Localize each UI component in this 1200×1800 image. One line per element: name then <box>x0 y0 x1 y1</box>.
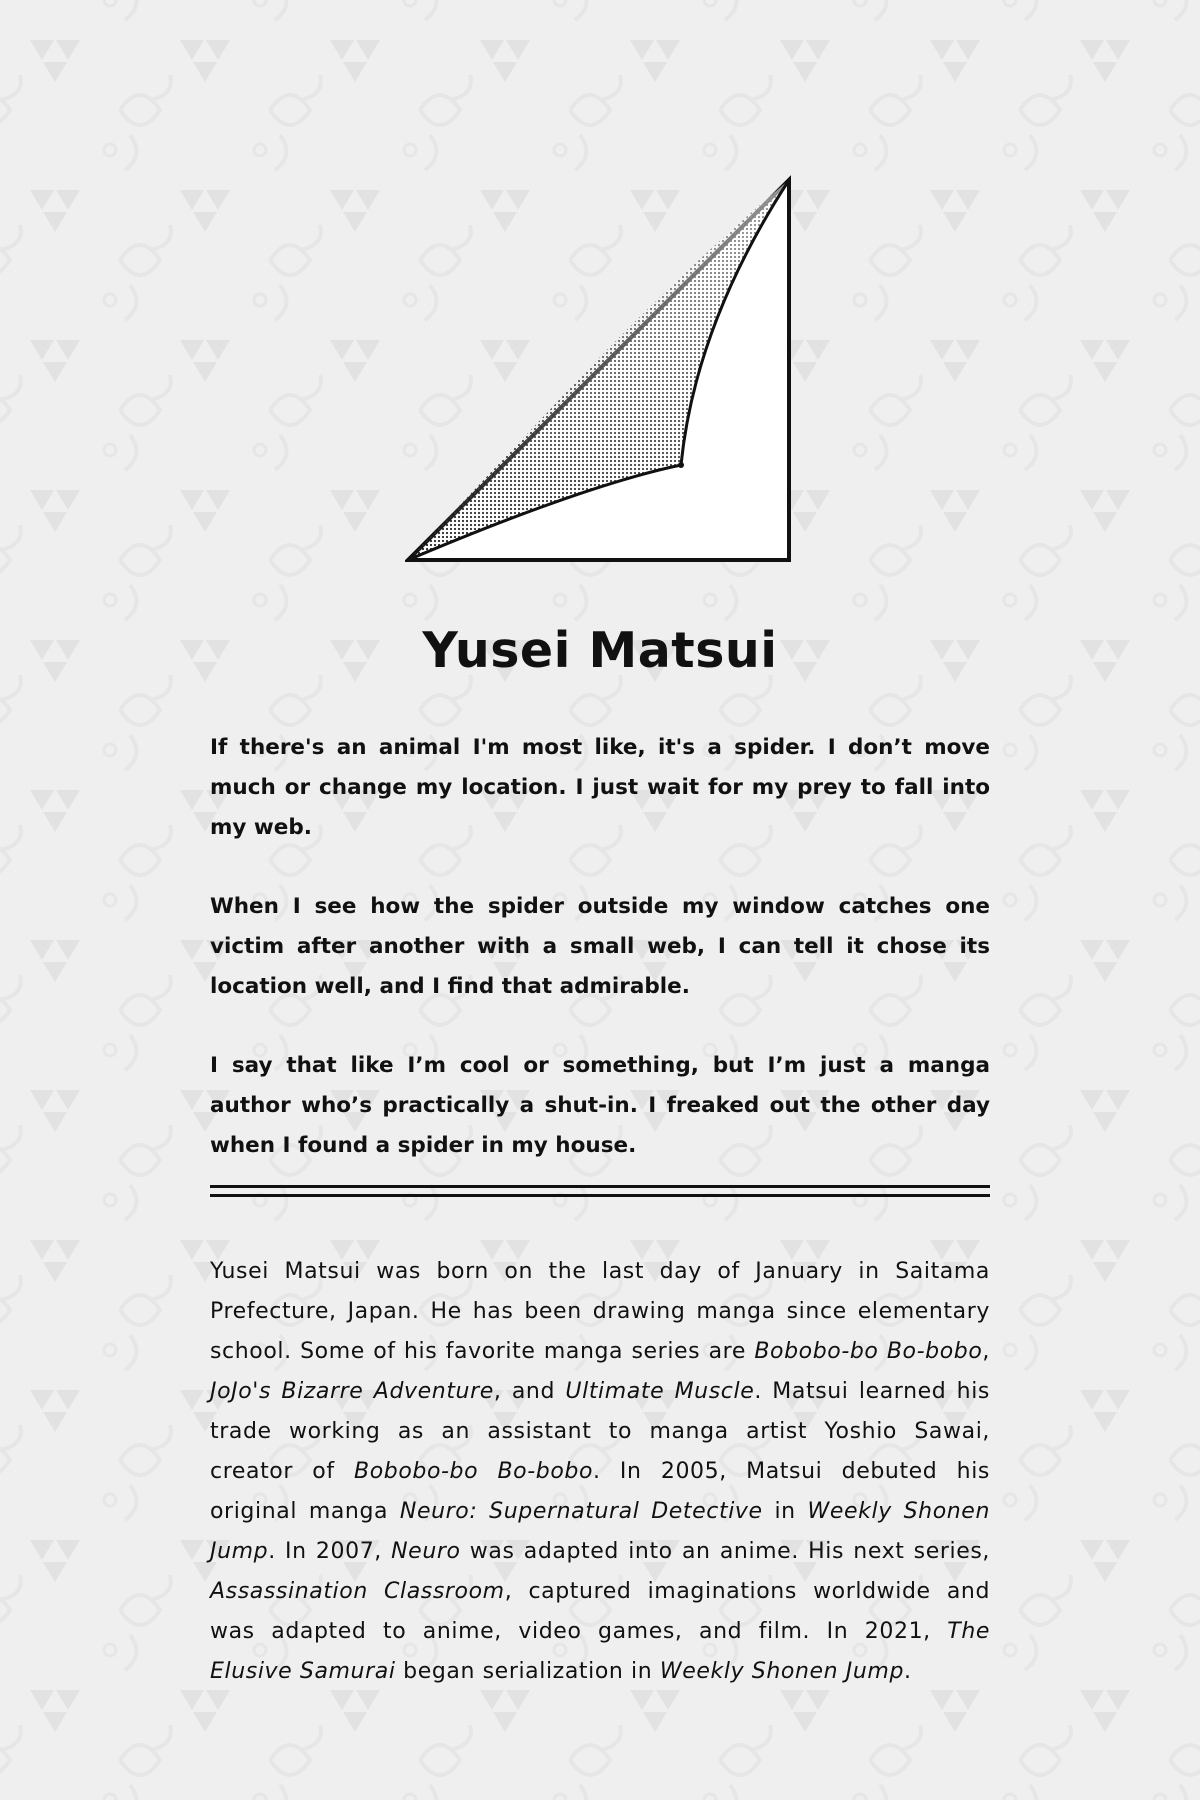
bio-text: . In 2005, Matsui debuted his original manga <box>210 1459 990 1524</box>
divider-line <box>210 1185 990 1188</box>
bio-text: Yusei Matsui was born on the last day of January in Saitama Prefecture, Japan. He has been drawing manga since elementary school. Some of his favorite manga series are <box>210 1259 990 1364</box>
comment-paragraph: If there's an animal I'm most like, it's a spider. I don’t move much or change my location. I just wait for my prey to fall into my web. <box>210 735 990 840</box>
double-rule-divider <box>210 1185 990 1197</box>
bio-title: Weekly Shonen Jump <box>659 1659 905 1684</box>
bio-text: was adapted into an anime. His next series, <box>460 1539 990 1564</box>
bio-title: Weekly Shonen Jump <box>210 1499 990 1564</box>
bio-title: Neuro <box>391 1539 461 1564</box>
bio-text: , and <box>493 1379 566 1404</box>
bio-text: . Matsui learned his trade working as an assistant to manga artist Yoshio Sawai, creator of <box>210 1379 990 1484</box>
bio-text: . In 2007, <box>268 1539 392 1564</box>
bio-text: in <box>762 1499 808 1524</box>
author-biography <box>210 1252 990 1692</box>
divider-line <box>210 1194 990 1197</box>
bio-title: Ultimate Muscle <box>565 1379 755 1404</box>
comment-paragraph: I say that like I’m cool or something, but I’m just a manga author who’s practically a shut-in. I freaked out the other day when I found a spider in my house. <box>210 1053 990 1158</box>
bio-text: , captured imaginations worldwide and was adapted to anime, video games, and film. In 2021, <box>210 1579 991 1644</box>
bio-text: began serialization in <box>395 1659 660 1684</box>
bio-title: Neuro: Supernatural Detective <box>399 1499 763 1524</box>
bio-title: JoJo's Bizarre Adventure <box>210 1379 494 1404</box>
author-name: Yusei Matsui <box>422 622 778 679</box>
bio-title: Bobobo-bo Bo-bobo <box>354 1459 594 1484</box>
bio-title: Assassination Classroom <box>210 1579 505 1604</box>
bio-title: Bobobo-bo Bo-bobo <box>754 1339 983 1364</box>
bio-text: . <box>904 1659 912 1684</box>
comment-paragraph: When I see how the spider outside my window catches one victim after another with a small web, I can tell it chose its location well, and I find that admirable. <box>210 894 990 999</box>
bio-title: The Elusive Samurai <box>210 1619 990 1684</box>
bio-text: , <box>982 1339 990 1364</box>
folded-triangle-icon <box>405 175 795 565</box>
author-comment <box>210 728 990 1205</box>
